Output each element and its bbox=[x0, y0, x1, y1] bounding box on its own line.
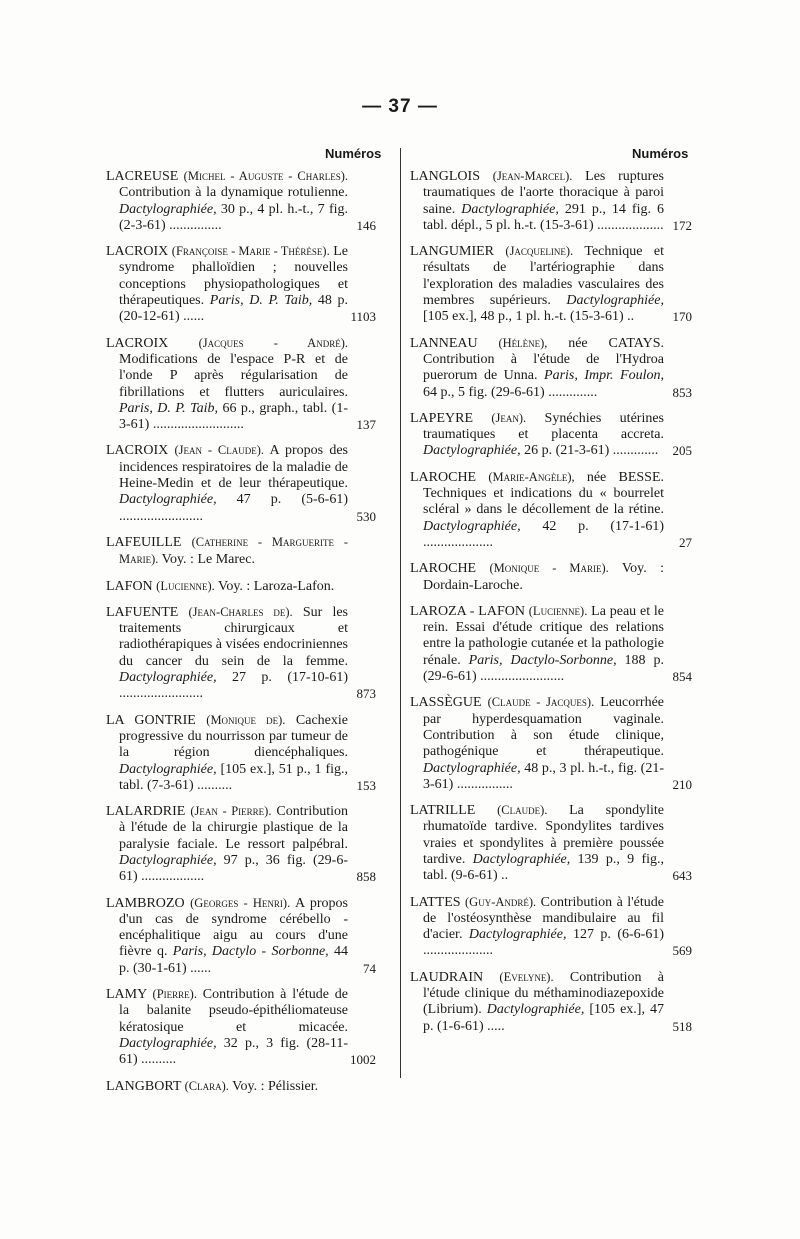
entry-given-names: (Michel - Auguste - Charles). bbox=[183, 169, 349, 183]
entry-details: 47 p. (5-6-61) ........................ bbox=[119, 492, 348, 524]
entry-text: Voy. : Laroza-Lafon. bbox=[214, 578, 335, 594]
entry-publisher: Paris, D. P. Taib, bbox=[209, 293, 313, 309]
bibliography-entry bbox=[106, 578, 376, 595]
entry-text: Sur les traitements chirurgicaux et radiothérapiques à visées endocriniennes du cancer du sein de la femme. bbox=[119, 604, 349, 669]
entry-given-names: (Jean - Pierre). bbox=[190, 804, 272, 819]
entry-given-names: (Georges - Henri). bbox=[190, 895, 291, 910]
entry-author: LAMBROZO bbox=[106, 895, 185, 911]
entry-details: 291 p., 14 fig. 6 tabl. dépl., 5 pl. h.-t. (15-3-61) ................... bbox=[423, 201, 664, 233]
entry-author: LAFEUILLE bbox=[106, 534, 182, 550]
entry-publisher: Dactylographiée, bbox=[423, 760, 521, 776]
left-column bbox=[106, 168, 376, 1104]
entry-text: Modifications de l'espace P-R et de l'onde P après régularisation de fibrillations et flutters auriculaires. bbox=[119, 351, 348, 400]
entry-author: LATTES bbox=[410, 894, 461, 910]
entry-details: 48 p. (20-12-61) ...... bbox=[119, 293, 348, 325]
entry-publisher: Dactylographiée, bbox=[461, 201, 559, 217]
entry-author: LAROZA - LAFON bbox=[410, 603, 525, 619]
entry-details: 139 p., 9 fig., tabl. (9-6-61) .. bbox=[423, 851, 664, 884]
entry-details: 97 p., 36 fig. (29-6-61) .................. bbox=[119, 852, 348, 885]
entry-details: 42 p. (17-1-61) .................... bbox=[423, 518, 664, 550]
entry-text: La spondylite rhumatoïde tardive. Spondylites tardives vraies et spondylites à première poussée tardive. bbox=[423, 803, 664, 867]
entry-details: 30 p., 4 pl. h.-t., 7 fig. (2-3-61) ............... bbox=[119, 201, 348, 233]
entry-number: 569 bbox=[672, 943, 692, 959]
entry-author: LALARDRIE bbox=[106, 804, 186, 820]
entry-publisher: Paris, Dactylo-Sorbonne, bbox=[468, 652, 617, 668]
entry-number: 153 bbox=[356, 777, 376, 793]
entry-number: 137 bbox=[356, 417, 376, 433]
entry-details: 48 p., 3 pl. h.-t., fig. (21-3-61) ................ bbox=[423, 760, 664, 792]
column-header-left: Numéros bbox=[325, 146, 382, 161]
bibliography-entry bbox=[106, 1078, 376, 1095]
entry-given-names: (Lucienne). bbox=[156, 578, 215, 593]
bibliography-entry: LAMBROZO (Georges - Henri). A propos d'un cas de syndrome cérébello - encéphalitique aigu au cours d'une fièvre q. Paris, Dactylo - Sorbonne, 44 p. (30-1-61) ...... 74 bbox=[106, 895, 376, 976]
entry-author: LACROIX bbox=[106, 443, 169, 459]
entry-given-names: (Jean-Charles de). bbox=[188, 604, 293, 619]
bibliography-entry bbox=[410, 335, 692, 401]
entry-author: LANGUMIER bbox=[410, 244, 494, 260]
entry-publisher: Dactylographiée, bbox=[423, 443, 521, 459]
bibliography-entry bbox=[410, 560, 692, 594]
entry-text: A propos des incidences respiratoires de la maladie de Heine-Medin et de leur thérapeutique. bbox=[119, 443, 349, 492]
bibliography-entry: LAROCHE (Marie-Angèle), née BESSE. Techniques et indications du « bourrelet scléral » dans le décollement de la rétine. Dactylographiée, 42 p. (17-1-61) .................... 27 bbox=[410, 469, 692, 550]
entry-publisher: Dactylographiée, bbox=[119, 761, 217, 777]
entry-number: 854 bbox=[672, 669, 692, 685]
entry-details: [105 ex.], 47 p. (1-6-61) ..... bbox=[423, 1002, 664, 1034]
bibliography-entry bbox=[106, 243, 376, 325]
entry-details: 127 p. (6-6-61) .................... bbox=[423, 927, 664, 959]
bibliography-entry bbox=[106, 168, 376, 234]
entry-details: [105 ex.], 48 p., 1 pl. h.-t. (15-3-61) .. bbox=[423, 309, 635, 325]
bibliography-entry bbox=[410, 802, 692, 884]
entry-given-names: (Clara). bbox=[184, 1078, 229, 1093]
entry-given-names: (Jean - Claude). bbox=[174, 443, 264, 458]
entry-publisher: Dactylographiée, bbox=[119, 492, 217, 508]
entry-publisher: Paris, D. P. Taib, bbox=[119, 400, 218, 416]
entry-details: 64 p., 5 fig. (29-6-61) .............. bbox=[423, 384, 598, 400]
entry-number: 518 bbox=[672, 1018, 692, 1034]
entry-author: LASSÈGUE bbox=[410, 695, 482, 711]
entry-given-names: (Françoise - Marie - Thérèse). bbox=[171, 244, 330, 259]
entry-given-names: (Jacqueline). bbox=[505, 244, 574, 259]
entry-publisher: Dactylographiée, bbox=[119, 670, 217, 686]
entry-text: Voy. : Le Marec. bbox=[158, 552, 255, 568]
entry-details: 26 p. (21-3-61) ............. bbox=[520, 443, 659, 459]
entry-text: Leucorrhée par hyperdesquamation vaginale. Contribution à son étude clinique, pathogénique et thérapeutique. bbox=[423, 695, 664, 760]
bibliography-entry bbox=[106, 986, 376, 1068]
bibliography-entry bbox=[410, 969, 692, 1035]
entry-author: LACROIX bbox=[106, 244, 169, 260]
entry-text: Contribution à l'étude de la chirurgie plastique de la paralysie faciale. Le ressort palpébral. bbox=[119, 804, 348, 852]
entry-author: LAFON bbox=[106, 578, 153, 594]
entry-author: LA GONTRIE bbox=[106, 712, 196, 728]
entry-text: Contribution à l'étude de la balanite pseudo-épithéliomateuse kératosique et micacée. bbox=[119, 987, 349, 1035]
entry-number: 853 bbox=[672, 384, 692, 400]
right-column bbox=[410, 168, 692, 1044]
entry-details: 66 p., graph., tabl. (1-3-61) .......................... bbox=[119, 400, 348, 433]
entry-author: LACREUSE bbox=[106, 169, 179, 184]
entry-details: [105 ex.], 51 p., 1 fig., tabl. (7-3-61) .......... bbox=[119, 761, 348, 793]
entry-publisher: Dactylographiée, bbox=[486, 1002, 585, 1018]
entry-number: 205 bbox=[672, 443, 692, 459]
entry-text: Cachexie progressive du nourrisson par tumeur de la région diencéphaliques. bbox=[119, 712, 348, 761]
entry-number: 643 bbox=[672, 868, 692, 884]
entry-publisher: Dactylographiée, bbox=[119, 201, 217, 217]
entry-publisher: Dactylographiée, bbox=[119, 1035, 217, 1051]
entry-given-names: (Hélène), bbox=[498, 335, 548, 350]
entry-number: 170 bbox=[672, 309, 692, 325]
entry-author: LATRILLE bbox=[410, 803, 476, 819]
bibliography-entry bbox=[106, 442, 376, 524]
column-header-right: Numéros bbox=[632, 146, 689, 161]
bibliography-entry bbox=[106, 803, 376, 885]
bibliography-entry bbox=[106, 712, 376, 794]
entry-publisher: Dactylographiée, bbox=[566, 293, 664, 309]
entry-details: 44 p. (30-1-61) ...... bbox=[119, 944, 348, 976]
entry-text: Le syndrome phalloïdien ; nouvelles conceptions physiopathologiques et thérapeutiques. bbox=[119, 244, 349, 309]
entry-author: LAMY bbox=[106, 987, 147, 1003]
bibliography-entry bbox=[106, 534, 376, 569]
entry-publisher: Dactylographiée, bbox=[119, 852, 217, 868]
entry-text: La peau et le rein. Essai d'étude critique des relations entre la pathologie cutanée et la pathologie rénale. bbox=[423, 603, 664, 668]
entry-given-names: (Pierre). bbox=[152, 987, 197, 1002]
entry-text: née BESSE. Techniques et indications du « bourrelet scléral » dans le décollement de la rétine. bbox=[423, 469, 664, 518]
entry-text: Les ruptures traumatiques de l'aorte thoracique à paroi saine. bbox=[423, 169, 665, 217]
entry-details: 27 p. (17-10-61) ........................ bbox=[119, 670, 348, 702]
entry-given-names: (Marie-Angèle), bbox=[488, 469, 575, 484]
entry-text: Contribution à l'étude de l'ostéosynthèse mandibulaire au fil d'acier. bbox=[423, 894, 664, 943]
entry-author: LAROCHE bbox=[410, 561, 477, 577]
entry-given-names: (Monique - Marie). bbox=[489, 561, 609, 576]
entry-author: LAPEYRE bbox=[410, 410, 473, 426]
entry-author: LAROCHE bbox=[410, 469, 477, 485]
entry-details: 32 p., 3 fig. (28-11-61) .......... bbox=[119, 1035, 348, 1068]
entry-author: LANGLOIS bbox=[410, 169, 480, 184]
entry-given-names: (Jacques - André). bbox=[198, 335, 349, 350]
entry-author: LANNEAU bbox=[410, 335, 478, 351]
entry-text: Technique et résultats de l'artériographie dans l'exploration des maladies vasculaires des membres supérieurs. bbox=[423, 244, 664, 309]
bibliography-entry bbox=[410, 694, 692, 793]
column-divider bbox=[400, 148, 401, 1078]
entry-number: 1002 bbox=[350, 1052, 376, 1068]
bibliography-entry bbox=[410, 410, 692, 460]
entry-number: 858 bbox=[356, 869, 376, 885]
entry-text: A propos d'un cas de syndrome cérébello - encéphalitique aigu au cours d'une fièvre q. bbox=[119, 895, 349, 960]
entry-text: Voy. : Pélissier. bbox=[228, 1078, 319, 1094]
entry-publisher: Dactylographiée, bbox=[472, 851, 571, 867]
entry-given-names: (Monique de). bbox=[206, 712, 286, 727]
entry-number: 1103 bbox=[350, 309, 376, 325]
bibliography-entry bbox=[410, 894, 692, 960]
entry-publisher: Dactylographiée, bbox=[468, 927, 567, 943]
entry-number: 530 bbox=[356, 508, 376, 524]
entry-author: LACROIX bbox=[106, 335, 169, 351]
entry-text: Synéchies utérines traumatiques et placenta accreta. bbox=[423, 410, 664, 443]
entry-given-names: (Evelyne). bbox=[499, 969, 554, 984]
entry-details: 188 p. (29-6-61) ........................ bbox=[423, 652, 664, 685]
entry-given-names: (Jean-Marcel). bbox=[492, 169, 573, 183]
entry-given-names: (Guy-André). bbox=[465, 894, 537, 909]
entry-number: 210 bbox=[672, 776, 692, 792]
entry-text: née CATAYS. Contribution à l'étude de l'Hydroa puerorum de Unna. bbox=[423, 335, 664, 384]
entry-text: Contribution à l'étude clinique du méthaminodiazepoxide (Librium). bbox=[423, 969, 664, 1018]
bibliography-entry bbox=[106, 335, 376, 434]
entry-given-names: (Lucienne). bbox=[528, 603, 588, 618]
entry-number: 146 bbox=[356, 217, 376, 233]
entry-publisher: Paris, Impr. Foulon, bbox=[544, 368, 664, 384]
entry-number: 172 bbox=[672, 217, 692, 233]
entry-publisher: Dactylographiée, bbox=[423, 518, 521, 534]
page-number: — 37 — bbox=[362, 96, 438, 117]
entry-author: LANGBORT bbox=[106, 1078, 182, 1094]
entry-given-names: (Jean). bbox=[491, 410, 527, 425]
entry-author: LAUDRAIN bbox=[410, 969, 484, 985]
bibliography-entry bbox=[106, 604, 376, 703]
bibliography-entry bbox=[410, 603, 692, 685]
entry-given-names: (Claude - Jacques). bbox=[487, 695, 595, 710]
entry-given-names: (Claude). bbox=[497, 803, 548, 818]
bibliography-entry bbox=[410, 168, 692, 234]
bibliography-entry bbox=[410, 243, 692, 325]
entry-text: Contribution à la dynamique rotulienne. bbox=[119, 185, 348, 201]
entry-publisher: Paris, Dactylo - Sorbonne, bbox=[172, 944, 329, 960]
entry-number: 873 bbox=[356, 686, 376, 702]
entry-text: Voy. : Dordain-Laroche. bbox=[423, 561, 664, 593]
entry-given-names: (Catherine - Marguerite - Marie). bbox=[119, 534, 348, 567]
entry-author: LAFUENTE bbox=[106, 604, 179, 620]
